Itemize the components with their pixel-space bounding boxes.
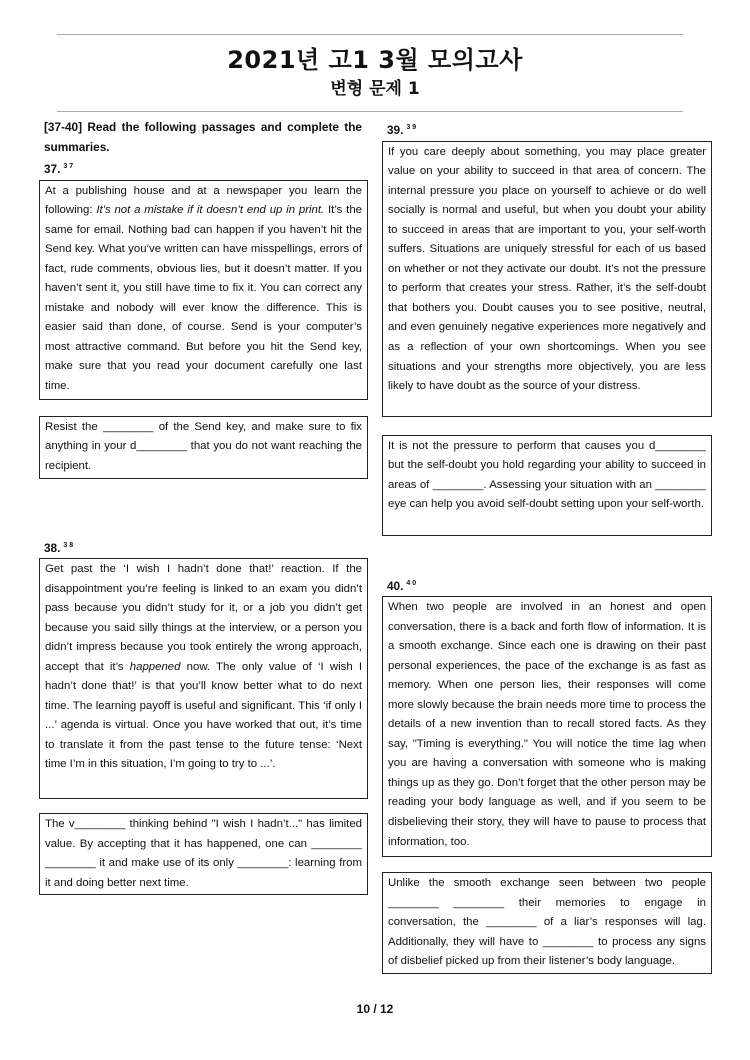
- page-subtitle: 변형 문제 1: [330, 79, 420, 99]
- question-39-passage: If you care deeply about something, you may place greater value on your ability to succeed in that area of concern. The internal pressure you place on yourself to achieve or do well socially is normal and useful, but when you doubt your ability to succeed in areas that are important to you, your self-worth suffers. Situations are uniquely stressful for each of us based on whether or not they activate our doubt. It’s not the pressure to perform that creates your stress. Rather, it’s the self-doubt that bothers you. Doubt causes you to see positive, neutral, and even genuinely negative experiences more negatively and as a reflection of your own shortcomings. When you see situations and your strengths more objectively, you are less likely to have doubt as the source of your distress.: [382, 141, 712, 417]
- question-40-summary: Unlike the smooth exchange seen between two people ________ ________ their memories to engage in conversation, the ________ of a liar’s responses will lag. Additionally, they will have to ________ to process any signs of disbelief picked up from their listener’s body language.: [382, 872, 712, 974]
- question-39-summary: It is not the pressure to perform that causes you d________ but the self-doubt you hold regarding your ability to succeed in areas of ________. Assessing your situation with an ________ eye can help you avoid self-doubt setting upon your self-worth.: [382, 435, 712, 536]
- question-39-label: 39. $^{3 9}$: [387, 123, 417, 137]
- left-column: [39, 118, 368, 895]
- question-40-passage: When two people are involved in an honest and open conversation, there is a back and forth flow of information. It is a smooth exchange. Since each one is drawing on their past personal experiences, the pace of the exchange is as fast as memory. When one person lies, their responses will come more slowly because the brain needs more time to process the details of a new invention than to recall stored facts. As they say, "Timing is everything." You will notice the time lag when you are having a conversation with someone who is making things up as they go. Don’t forget that the other person may be reading your body language as well, and if you seem to be disbelieving their story, they will have to pause to process that information, too.: [382, 596, 712, 857]
- right-column: [382, 118, 712, 974]
- question-38-passage: Get past the ‘I wish I hadn’t done that!’ reaction. If the disappointment you’re feeling is linked to an exam you didn’t pass because you didn’t study for it, or a job you didn’t get because you said silly things at the interview, or a person you didn’t impress because you took entirely the wrong approach, accept that it’s happened now. The only value of ‘I wish I hadn’t done that!’ is that you’ll know better what to do next time. The learning payoff is useful and significant. This ‘if only I ...’ agenda is virtual. Once you have worked that out, it’s time to translate it from the past tense to the future tense: ‘Next time I’m in this situation, I’m going to try to ...’.: [39, 558, 368, 799]
- question-38-summary: The v________ thinking behind "I wish I hadn’t..." has limited value. By accepting that it has happened, one can ________ ________ it and make use of its only ________: learning from it and doing better next time.: [39, 813, 368, 895]
- question-38-label: 38. $^{3 8}$: [44, 540, 74, 555]
- question-37-passage: At a publishing house and at a newspaper you learn the following: It’s not a mistake if it doesn’t end up in print. It’s the same for email. Nothing bad can happen if you haven’t hit the Send key. What you’ve written can have misspellings, errors of fact, rude comments, obvious lies, but it doesn’t matter. If you haven’t sent it, you still have time to fix it. You can correct any mistake and nobody will ever know the difference. This is easier said than done, of course. Send is your computer’s most attractive command. But before you hit the Send key, make sure that you read your document carefully one last time.: [39, 180, 368, 400]
- header-rule: [57, 111, 683, 112]
- question-37-label: 37. $^{3 7}$: [44, 162, 74, 176]
- top-rule: [57, 34, 683, 35]
- question-37-summary: Resist the ________ of the Send key, and make sure to fix anything in your d________ that you do not want reaching the recipient.: [39, 416, 368, 479]
- page-number: 10 / 12: [356, 1002, 394, 1016]
- instructions: [37-40] Read the following passages and complete the summaries.: [44, 120, 362, 154]
- page-title: 2021년 고1 3월 모의고사: [227, 46, 523, 74]
- question-40-label: 40. $^{4 0}$: [387, 578, 417, 593]
